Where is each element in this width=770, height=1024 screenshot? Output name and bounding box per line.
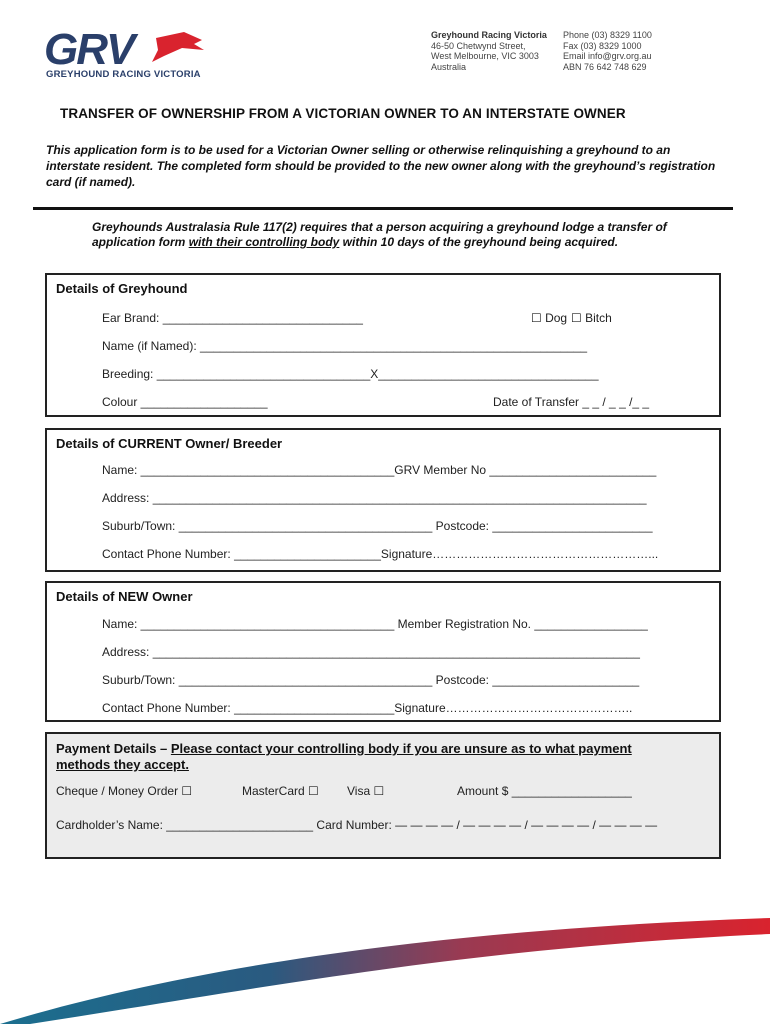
document-title: TRANSFER OF OWNERSHIP FROM A VICTORIAN OWNER TO AN INTERSTATE OWNER bbox=[60, 106, 626, 121]
section-heading: Details of NEW Owner bbox=[56, 589, 193, 604]
current-owner-phone-field[interactable]: Contact Phone Number: ______________________Signature………………………………………………... bbox=[102, 547, 659, 561]
contact-line: Fax (03) 8329 1000 bbox=[563, 40, 642, 51]
bitch-checkbox[interactable]: ☐ Bitch bbox=[571, 311, 612, 325]
contact-line: Phone (03) 8329 1100 bbox=[563, 30, 652, 40]
new-owner-address-field[interactable]: Address: _________________________________________________________________________ bbox=[102, 645, 640, 659]
greyhound-head-icon bbox=[152, 32, 204, 62]
dog-checkbox[interactable]: ☐ Dog bbox=[531, 311, 568, 325]
rule-note bbox=[92, 220, 692, 250]
current-owner-name-field[interactable]: Name: ______________________________________GRV Member No _________________________ bbox=[102, 463, 657, 477]
greyhound-details-section bbox=[45, 273, 721, 417]
current-owner-address-field[interactable]: Address: __________________________________________________________________________ bbox=[102, 491, 647, 505]
new-owner-suburb-field[interactable]: Suburb/Town: ______________________________________ Postcode: ______________________ bbox=[102, 673, 640, 687]
ear-brand-field[interactable]: Ear Brand: ______________________________ bbox=[102, 311, 363, 325]
intro-text: This application form is to be used for a Victorian Owner selling or otherwise relinquishing a greyhound to an interstate resident. The completed form should be provided to the new owner along with the greyhound’s registration card (if named). bbox=[46, 143, 716, 189]
swoosh-band bbox=[0, 918, 770, 1024]
visa-checkbox[interactable]: Visa ☐ bbox=[347, 784, 385, 798]
section-heading: Details of CURRENT Owner/ Breeder bbox=[56, 436, 283, 451]
amount-field[interactable]: Amount $ __________________ bbox=[457, 784, 632, 798]
divider bbox=[33, 207, 733, 210]
new-owner-name-field[interactable]: Name: ______________________________________ Member Registration No. _________________ bbox=[102, 617, 648, 631]
payment-heading-underlined: Please contact your controlling body if you are unsure as to what payment bbox=[170, 741, 632, 756]
contact-line: ABN 76 642 748 629 bbox=[563, 61, 647, 72]
card-details-field[interactable]: Cardholder’s Name: ______________________ Card Number: — — — — / — — — — / — — — — / — — — — bbox=[56, 818, 658, 832]
rule-note-underlined: with their controlling body bbox=[188, 235, 340, 249]
new-owner-phone-field[interactable]: Contact Phone Number: ________________________Signature……………………………………….. bbox=[102, 701, 633, 715]
address-line: West Melbourne, VIC 3003 bbox=[431, 51, 539, 61]
greyhound-name-field[interactable]: Name (if Named): __________________________________________________________ bbox=[102, 339, 588, 353]
contact-line: Email info@grv.org.au bbox=[563, 51, 652, 61]
payment-section bbox=[45, 732, 721, 859]
payment-heading-text: Payment Details – bbox=[56, 741, 171, 756]
cheque-checkbox[interactable]: Cheque / Money Order ☐ bbox=[56, 784, 193, 798]
rule-note-text: within 10 days of the greyhound being acquired. bbox=[339, 235, 619, 249]
logo-wordmark: GRV bbox=[44, 26, 134, 74]
date-of-transfer-field[interactable]: Date of Transfer _ _ / _ _ /_ _ bbox=[493, 395, 650, 409]
logo-subtitle: GREYHOUND RACING VICTORIA bbox=[46, 69, 201, 80]
decorative-swoosh bbox=[0, 900, 770, 1024]
section-heading: Details of Greyhound bbox=[56, 281, 188, 296]
payment-heading bbox=[56, 741, 632, 773]
new-owner-section bbox=[45, 581, 721, 722]
contact-block bbox=[563, 30, 652, 72]
current-owner-suburb-field[interactable]: Suburb/Town: ______________________________________ Postcode: ________________________ bbox=[102, 519, 653, 533]
address-block bbox=[431, 30, 547, 72]
mastercard-checkbox[interactable]: MasterCard ☐ bbox=[242, 784, 319, 798]
colour-field[interactable]: Colour ___________________ bbox=[102, 395, 268, 409]
address-line: Australia bbox=[431, 61, 467, 72]
address-line: Greyhound Racing Victoria bbox=[431, 30, 547, 40]
payment-heading-underlined: methods they accept. bbox=[56, 757, 189, 772]
rule-note-text: Greyhounds Australasia Rule 117(2) requires that a person acquiring a greyhound lodge a transfer of application form bbox=[92, 220, 667, 249]
address-line: 46-50 Chetwynd Street, bbox=[431, 40, 526, 51]
current-owner-section bbox=[45, 428, 721, 572]
breeding-field[interactable]: Breeding: ________________________________X_________________________________ bbox=[102, 367, 599, 381]
